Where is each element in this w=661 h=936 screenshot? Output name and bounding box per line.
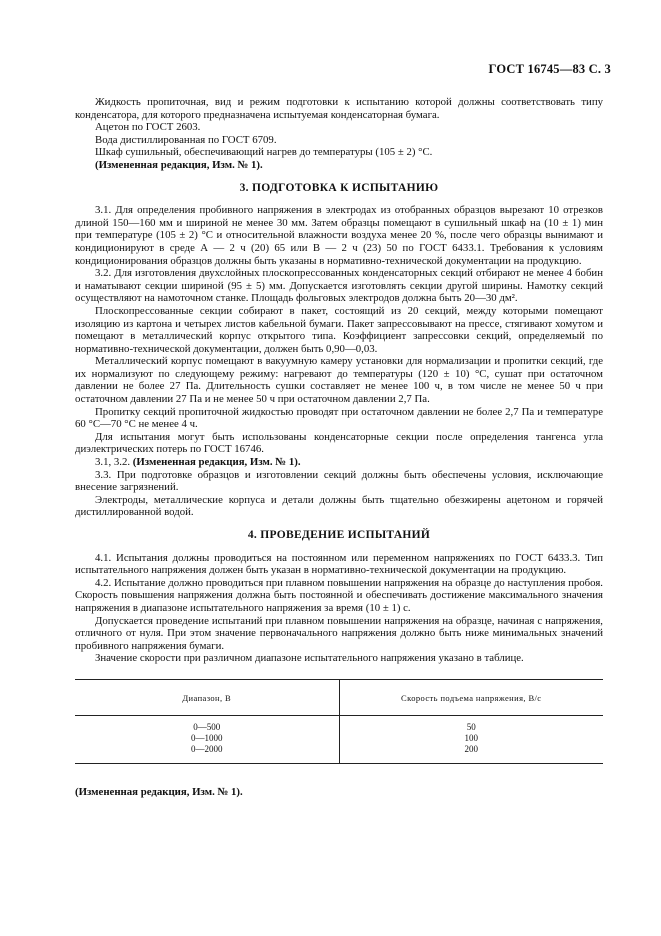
table-row — [75, 733, 603, 744]
paragraph: Пропитку секций пропиточной жидкостью проводят при остаточном давлении не более 2,7 Па и температуре 60 °С—70 °С не менее 4 ч. — [75, 405, 603, 431]
table-row — [75, 715, 603, 733]
amendment-ref: 3.1, 3.2. — [95, 456, 131, 469]
amendment-text: (Измененная редакция, Изм. № 1). — [132, 456, 301, 469]
voltage-rate-table — [75, 679, 603, 764]
table-cell: 100 — [464, 732, 478, 743]
paragraph-3-2: 3.2. Для изготовления двухслойных плоскопрессованных конденсаторных секций отбирают не менее 4 бобин и наматывают секции шириной (95 ± 5) мм. Допускается изготовлять секции другой ширины. Намотку секций осуществляют на намоточном станке. Площадь фольговых электродов должна быть 20—30 дм². — [75, 267, 603, 305]
table-cell: 200 — [339, 744, 603, 764]
table-header-row — [75, 679, 603, 715]
table-cell: 0—2000 — [75, 744, 339, 764]
intro-paragraph: Ацетон по ГОСТ 2603. — [95, 121, 201, 134]
paragraph: Для испытания могут быть использованы конденсаторные секции после определения тангенса угла диэлектрических потерь по ГОСТ 16746. — [75, 430, 603, 456]
section-3-title: 3. ПОДГОТОВКА К ИСПЫТАНИЮ — [239, 181, 439, 194]
paragraph-4-2: 4.2. Испытание должно проводиться при плавном повышении напряжения на образце до наступления пробоя. Скорость повышения напряжения должна быть постоянной и обеспечивать достижение максимального значения напряжения в диапазоне испытательного напряжения за время (10 ± 1) с. — [75, 576, 603, 614]
paragraph: Металлический корпус помещают в вакуумную камеру установки для нормализации и пропитки секций, где их нормализуют по следующему режиму: нагревают до температуры (120 ± 10) °С, сушат при остаточном давлении не более 27 Па. Длительность сушки составляет не менее 100 ч, в том числе не менее 50 ч при остаточном давлении 27 Па и не менее 50 ч при остаточном давлении 2,7 Па. — [75, 355, 603, 406]
intro-paragraph: Шкаф сушильный, обеспечивающий нагрев до температуры (105 ± 2) °С. — [95, 146, 433, 159]
intro-paragraph: Вода дистиллированная по ГОСТ 6709. — [95, 133, 277, 146]
paragraph-3-1: 3.1. Для определения пробивного напряжения в электродах из отобранных образцов вырезают 10 отрезков длиной 150—160 мм и шириной не менее 30 мм. Затем образцы помещают в сушильный шкаф на (10 ± 1) мин при температуре (105 ± 2) °С и относительной влажности воздуха менее 20 %, после чего образцы вынимают и кондиционируют в среде А — 2 ч (20) 65 или В — 2 ч (23) 50 по ГОСТ 6433.1. Требования к условиям кондиционирования образцов должны быть указаны в нормативно-технической документации на продукцию. — [75, 204, 603, 267]
table-cell: 0—500 — [75, 715, 339, 733]
amendment-note: (Измененная редакция, Изм. № 1). — [95, 158, 263, 171]
table-cell: 0—1000 — [75, 733, 339, 744]
footer-amendment-note: (Измененная редакция, Изм. № 1). — [75, 785, 243, 798]
table-header-cell: Скорость подъема напряжения, В/с — [339, 679, 603, 715]
page-header: ГОСТ 16745—83 С. 3 — [488, 62, 611, 76]
document-body — [75, 96, 603, 798]
paragraph: Электроды, металлические корпуса и детали должны быть тщательно обезжирены ацетоном и горячей дистиллированной водой. — [75, 493, 603, 519]
paragraph-3-3: 3.3. При подготовке образцов и изготовлении секций должны быть обеспечены условия, исключающие внесение загрязнений. — [75, 468, 603, 494]
paragraph: Значение скорости при различном диапазоне испытательного напряжения указано в таблице. — [95, 652, 524, 665]
section-4-title: 4. ПРОВЕДЕНИЕ ИСПЫТАНИЙ — [247, 529, 431, 541]
paragraph-4-1: 4.1. Испытания должны проводиться на постоянном или переменном напряжениях по ГОСТ 6433.3. Тип испытательного напряжения должен быть указан в нормативно-технической документации на продукцию. — [75, 551, 603, 577]
table-cell: 50 — [466, 721, 476, 732]
amendment-note — [75, 456, 603, 469]
paragraph: Плоскопрессованные секции собирают в пакет, состоящий из 20 секций, между которыми помещают изоляцию из картона и четырех листов кабельной бумаги. Пакет запрессовывают на прессе, стягивают хомутом и помещают в металлический корпус открытого типа. Коэффициент запрессовки секций, определяемый по нормативно-технической документации, должен быть 0,90—0,03. — [75, 304, 603, 355]
intro-paragraph: Жидкость пропиточная, вид и режим подготовки к испытанию которой должны соответствовать типу конденсатора, для которого предназначена испытуемая конденсаторная бумага. — [75, 96, 603, 121]
table-row — [75, 744, 603, 764]
paragraph: Допускается проведение испытаний при плавном повышении напряжения на образце, начиная с напряжения, отличного от нуля. При этом значение первоначального напряжения должно быть ниже минимальных значений пробивного напряжения бумаги. — [75, 614, 603, 652]
table-header-cell: Диапазон, В — [75, 679, 339, 715]
